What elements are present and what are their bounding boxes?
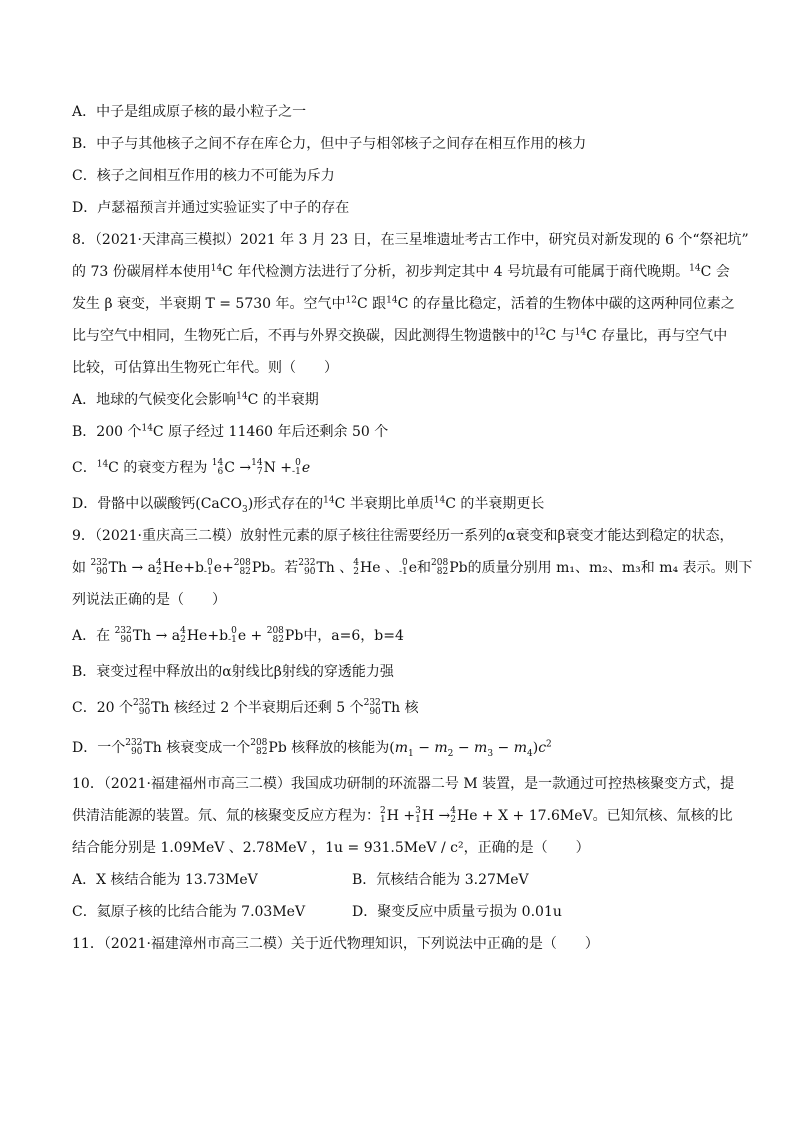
q9-text: 。若 [270,560,299,576]
isotope-label [156,559,162,577]
q8-text: C 会 [700,264,730,280]
formula: 232 90 Th → a 4 2 He+b 0 -1 e + 208 82 Pb [114,626,304,645]
isotope-label [298,559,315,577]
q9-option-b: B．衰变过程中释放出的α射线比β射线的穿透能力强 [72,664,394,680]
mass-number: 0 [231,626,237,636]
mass-number: 14 [96,459,109,470]
atomic-number: 82 [436,567,449,577]
q9-option-d [72,728,722,768]
atomic-number: 6 [217,467,224,477]
q8-text: 的 73 份碳屑样本使用 [72,264,211,280]
q9-text: 的质量分别用 m₁、m₂、m₃和 m₄ 表示。则下 [467,560,753,576]
atomic-number: 2 [155,567,162,577]
q11-stem-line1: 11．（2021·福建漳州市高三二模）关于近代物理知识，下列说法中正确的是（ ） [72,936,599,952]
isotope-label [204,559,213,577]
atomic-number: 90 [120,635,132,645]
mass-number: 232 [363,698,381,708]
mass-number: 232 [114,626,132,636]
mass-number: 0 [295,458,301,468]
q8-option-b [72,416,722,448]
isotope-label [415,807,421,825]
q7-option-a: A．中子是组成原子核的最小粒子之一 [72,104,307,120]
isotope-label [251,459,262,477]
q8-text: C． [72,460,97,476]
atomic-number: -1 [228,635,237,645]
mass-number: 14 [141,423,153,434]
q8-text: C 原子经过 11460 年后还剩余 50 个 [152,424,389,440]
isotope-label [267,627,284,645]
formula: (CaCO$_3$) [195,496,254,515]
q10-text: 。已知氘核、氚核的比 [592,808,733,824]
isotope-label [228,627,237,645]
q8-text: C 存量比，再与空气中 [586,328,728,344]
q7-option-b: B．中子与其他核子之间不存在库仑力，但中子与相邻核子之间存在相互作用的核力 [72,136,587,152]
q10-stem-line1: 10．（2021·福建福州市高三二模）我国成功研制的环流器二号 M 装置，是一款通过可控热核聚变方式，提 [72,776,735,792]
mass-number: 4 [353,558,360,568]
q8-text: 形式存在的 [253,496,324,512]
q10-text: 供清洁能源的装置。氘、氚的核聚变反应方程为： [72,808,380,824]
isotope-label [399,559,408,577]
mass-number: 4 [155,558,162,568]
isotope-label [431,559,448,577]
q9-stem-line1: 9．（2021·重庆高三二模）放射性元素的原子核往往需要经历一系列的α衰变和β衰变才能达到稳定的状态， [72,528,734,544]
atomic-number: 1 [380,815,386,825]
formula: 2 1 H + 3 1 H → 4 2 He + X + 17.6MeV [380,806,593,825]
mass-number: 14 [236,391,248,402]
mass-number: 14 [433,495,446,506]
q10-options-row2 [72,896,722,928]
mass-number: 12 [345,295,357,306]
q8-text: C 的存量比稳定，活着的生物体中碳的这两种同位素之 [397,296,735,312]
q9-option-a [72,616,722,656]
q7-option-d: D．卢瑟福预言并通过实验证实了中子的存在 [72,200,350,216]
isotope-label [450,807,456,825]
atomic-number: -1 [398,567,408,577]
q8-text: A．地球的气候变化会影响 [72,392,237,408]
q9-text: Th 核经过 2 个半衰期后还剩 5 个 [151,700,364,716]
mass-number: 14 [210,263,223,274]
isotope-label [250,739,267,757]
isotope-label [133,699,150,717]
atomic-number: -1 [292,467,301,477]
mass-number: 2 [380,806,386,816]
q9-text: 如 [72,560,86,576]
mass-number: 208 [250,738,268,748]
q7-option-c: C．核子之间相互作用的核力不可能为斥力 [72,168,335,184]
atomic-number: 2 [180,635,186,645]
mass-number: 14 [251,458,263,468]
mass-number: 12 [534,327,546,338]
q8-text: C 跟 [356,296,387,312]
q8-text: 发生 β 衰变，半衰期 T = 5730 年。空气中 [72,296,346,312]
q8-stem-line3 [72,288,735,320]
q8-stem-line4 [72,320,728,352]
q8-text: 比与空气中相同，生物死亡后，不再与外界交换碳，因此测得生物遗骸中的 [72,328,534,344]
mass-number: 14 [211,458,224,468]
mass-number: 208 [233,558,251,568]
isotope-label [212,459,223,477]
mass-number: 4 [450,806,456,816]
q9-text: Th 核 [381,700,419,716]
formula: $(m_1 - m_2 - m_3 - m_4)c^2$ [389,739,552,759]
q8-text: C 半衰期比单质 [334,496,434,512]
q8-stem-line5: 比较，可估算出生物死亡年代。则（ ） [72,360,338,376]
atomic-number: 2 [353,567,360,577]
isotope-label [180,627,186,645]
mass-number: 232 [90,558,108,568]
q8-text: C 的半衰期 [247,392,319,408]
q9-option-c [72,688,722,728]
atomic-number: 90 [304,567,316,577]
q8-text: B．200 个 [72,424,142,440]
mass-number: 0 [402,558,408,568]
q10-option-c: C．氦原子核的比结合能为 7.03MeV [72,904,306,920]
atomic-number: 90 [130,747,143,757]
mass-number: 0 [206,558,213,568]
q8-option-d [72,488,722,520]
q9-text: C．20 个 [72,700,133,716]
isotope-label [364,699,381,717]
isotope-label [90,559,107,577]
q8-text: C 的衰变方程为 [108,460,208,476]
q10-stem-line3: 结合能分别是 1.09MeV 、2.78MeV ，1u = 931.5MeV / c²，正确的是（ ） [72,840,590,856]
mass-number: 232 [298,558,316,568]
q10-option-b: B．氘核结合能为 3.27MeV [352,872,529,888]
formula: 232 90 Th 、 4 2 He 、 0 -1 e和 208 82 Pb [298,558,468,577]
atomic-number: 2 [450,815,456,825]
q8-text: C 的半衰期更长 [445,496,545,512]
mass-number: 232 [125,738,143,748]
isotope-label [234,559,251,577]
q9-stem-line3: 列说法正确的是（ ） [72,592,226,608]
isotope-label [380,807,386,825]
symbol: e [301,460,311,476]
mass-number: 14 [386,295,398,306]
atomic-number: 82 [239,567,251,577]
mass-number: 4 [180,626,186,636]
atomic-number: 90 [96,567,108,577]
q10-options-row1 [72,864,722,896]
q8-stem-line1: 8．（2021·天津高三模拟）2021 年 3 月 23 日，在三星堆遗址考古工作中，研究员对新发现的 6 个“祭祀坑” [72,232,749,248]
q9-text: D．一个 [72,740,126,756]
exam-page [72,96,753,960]
q8-stem-line2 [72,256,730,288]
q8-option-c [72,448,722,488]
q9-equation: 232 90 Th → a 4 2 He+b 0 -1 e+ 208 82 Pb [90,558,271,577]
atomic-number: -1 [203,567,213,577]
q8-option-a [72,384,722,416]
q10-option-a: A．X 核结合能为 13.73MeV [72,872,258,888]
mass-number: 14 [323,495,335,506]
q8-text: C 年代检测方法进行了分析，初步判定其中 4 号坑最有可能属于商代晚期。 [222,264,690,280]
atomic-number: 90 [138,707,151,717]
q10-stem-line2 [72,800,733,832]
isotope-label [125,739,142,757]
isotope-label [353,559,359,577]
mass-number: 14 [574,327,587,338]
atomic-number: 7 [256,467,263,477]
isotope-label [292,459,301,477]
q9-stem-line2 [72,552,753,584]
mass-number: 3 [415,806,421,816]
mass-number: 208 [266,626,284,636]
q9-text: Pb 核释放的核能为 [268,740,390,756]
isotope-label [115,627,132,645]
mass-number: 14 [689,263,701,274]
q9-text: Th 核衰变成一个 [143,740,251,756]
atomic-number: 90 [369,707,381,717]
atomic-number: 82 [255,747,268,757]
q9-text: A．在 [72,628,111,644]
atomic-number: 1 [415,815,421,825]
atomic-number: 82 [272,635,284,645]
q8-text: D．骨骼中以碳酸钙 [72,496,196,512]
mass-number: 232 [132,698,151,708]
q10-option-d: D．聚变反应中质量亏损为 0.01u [352,904,562,920]
q8-text: C 与 [545,328,575,344]
decay-equation: 14 6 C → 14 7 N + 0 -1 e [211,458,311,477]
q9-text: 中，a=6，b=4 [303,628,404,644]
mass-number: 208 [431,558,449,568]
